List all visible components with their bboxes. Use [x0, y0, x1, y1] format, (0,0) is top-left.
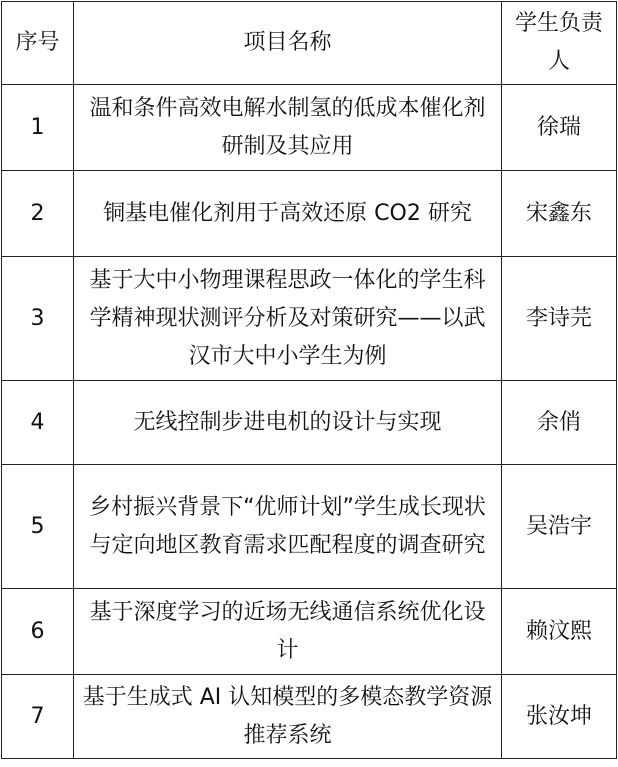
- row-project-name: 基于大中小物理课程思政一体化的学生科学精神现状测评分析及对策研究——以武汉市大中小学生为例: [74, 257, 502, 381]
- row-index: 6: [2, 589, 74, 675]
- row-project-name: 温和条件高效电解水制氢的低成本催化剂研制及其应用: [74, 85, 502, 171]
- table-row: [2, 381, 617, 465]
- table-row: [2, 465, 617, 589]
- row-project-name: 无线控制步进电机的设计与实现: [74, 381, 502, 465]
- row-owner: 张汝坤: [502, 675, 617, 759]
- table-row: [2, 85, 617, 171]
- row-index: 5: [2, 465, 74, 589]
- row-owner: 余俏: [502, 381, 617, 465]
- project-table: [1, 1, 617, 759]
- row-owner: 李诗芫: [502, 257, 617, 381]
- row-project-name: 基于生成式 AI 认知模型的多模态教学资源推荐系统: [74, 675, 502, 759]
- row-project-name: 乡村振兴背景下“优师计划”学生成长现状与定向地区教育需求匹配程度的调查研究: [74, 465, 502, 589]
- row-index: 4: [2, 381, 74, 465]
- row-owner: 徐瑞: [502, 85, 617, 171]
- row-owner: 吴浩宇: [502, 465, 617, 589]
- row-owner: 赖汶熙: [502, 589, 617, 675]
- row-owner: 宋鑫东: [502, 171, 617, 257]
- header-owner: 学生负责人: [502, 2, 617, 85]
- row-index: 1: [2, 85, 74, 171]
- header-project-name: 项目名称: [74, 2, 502, 85]
- table-row: [2, 171, 617, 257]
- row-project-name: 基于深度学习的近场无线通信系统优化设计: [74, 589, 502, 675]
- row-index: 7: [2, 675, 74, 759]
- table-row: [2, 257, 617, 381]
- row-project-name: 铜基电催化剂用于高效还原 CO2 研究: [74, 171, 502, 257]
- row-index: 3: [2, 257, 74, 381]
- row-index: 2: [2, 171, 74, 257]
- table-header-row: [2, 2, 617, 85]
- table-row: [2, 589, 617, 675]
- header-index: 序号: [2, 2, 74, 85]
- table-row: [2, 675, 617, 759]
